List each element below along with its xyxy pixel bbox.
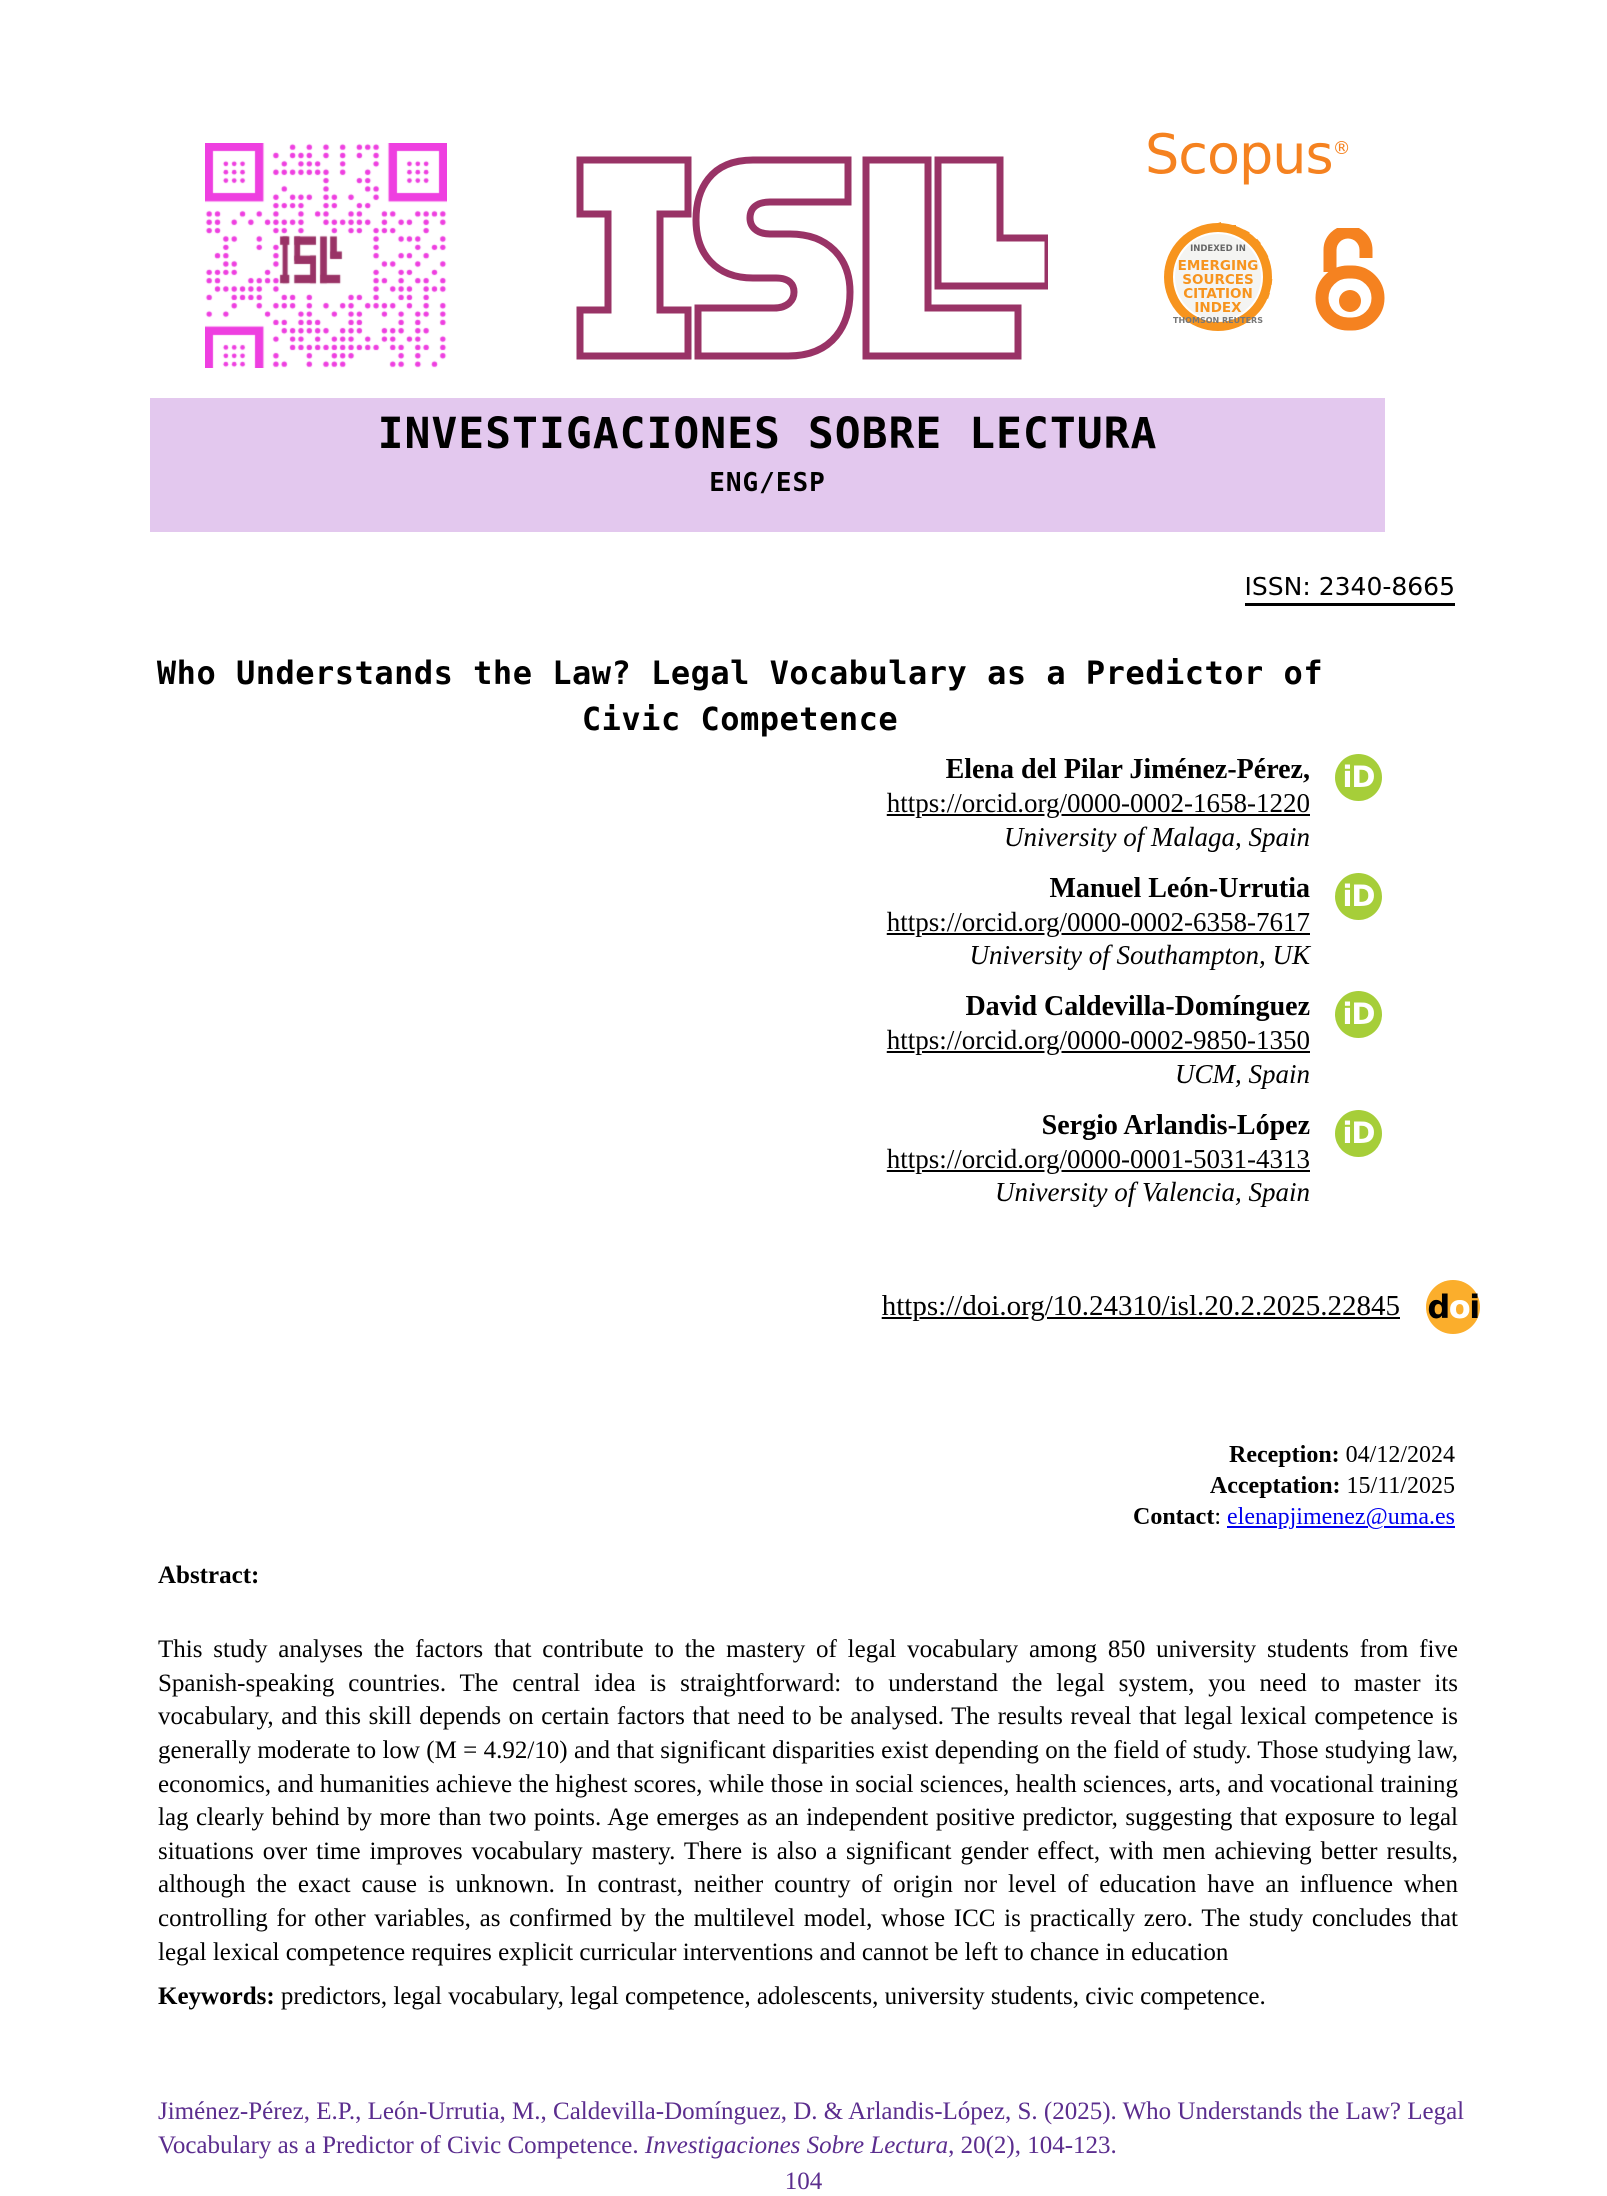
author-orcid-link[interactable]: https://orcid.org/0000-0002-9850-1350 xyxy=(886,1025,1310,1055)
abstract-text: This study analyses the factors that contribute to the mastery of legal vocabulary among 850 university students from five Spanish-speaking countries. The central idea is straightforward: to understand the legal system, you need to master its vocabulary, and this skill depends on certain factors that need to be analysed. The results reveal that legal lexical competence is generally moderate to low (M = 4.92/10) and that significant disparities exist depending on the field of study. Those studying law, economics, and humanities achieve the highest scores, while those in social sciences, health sciences, arts, and vocational training lag clearly behind by more than two points. Age emerges as an independent positive predictor, suggesting that exposure to legal situations over time improves vocabulary mastery. There is also a significant gender effect, with men achieving better results, although the exact cause is unknown. In contrast, neither country of origin nor level of education have an influence when controlling for other variables, as confirmed by the multilevel model, whose ICC is practically zero. The study concludes that legal lexical competence requires explicit curricular interventions and cannot be left to chance in education xyxy=(158,1636,1458,1966)
author-affiliation: University of Valencia, Spain xyxy=(995,1177,1310,1208)
scopus-logo xyxy=(1145,123,1405,188)
author-orcid-link[interactable]: https://orcid.org/0000-0002-6358-7617 xyxy=(886,906,1310,937)
qr-code-canvas xyxy=(205,143,447,368)
page-title: Who Understands the Law? Legal Vocabulary as a Predictor of Civic Competence xyxy=(156,654,1324,738)
isl-qr-logo xyxy=(205,143,447,368)
doi-row xyxy=(560,1288,1490,1326)
author-name: David Caldevilla-Domínguez xyxy=(965,991,1310,1022)
citation-part-one: Jiménez-Pérez, E.P., León-Urrutia, M., Caldevilla-Domínguez, D. & Arlandis-López, S. (2025). Who Understands the Law? Legal Vocabulary as a Predictor of Civic Competence. xyxy=(158,2098,1465,2159)
orcid-id-icon[interactable]: iD xyxy=(1335,991,1382,1038)
author-name: Manuel León-Urrutia xyxy=(1049,872,1310,904)
citation-part-two: , 20(2), 104-123. xyxy=(948,2132,1117,2159)
isll-wordmark xyxy=(548,128,1048,363)
author-orcid-link[interactable]: https://orcid.org/0000-0002-1658-1220 xyxy=(886,788,1310,818)
registered-mark-icon: ® xyxy=(1332,138,1350,159)
author-list xyxy=(560,752,1400,1226)
svg-text:INDEX: INDEX xyxy=(1194,300,1242,316)
publication-dates xyxy=(1133,1440,1455,1534)
contact-row: Contact: elenapjimenez@uma.es xyxy=(1133,1504,1455,1531)
citation-journal-name: Investigaciones Sobre Lectura xyxy=(644,2132,949,2159)
author-affiliation: UCM, Spain xyxy=(1175,1058,1310,1089)
orcid-id-icon[interactable]: iD xyxy=(1335,1110,1382,1157)
doi-icon[interactable]: doi xyxy=(1426,1280,1480,1334)
author-entry xyxy=(560,752,1400,855)
acceptation-value: 15/11/2025 xyxy=(1346,1473,1455,1500)
journal-title-banner xyxy=(150,398,1385,532)
svg-text:THOMSON REUTERS: THOMSON REUTERS xyxy=(1173,316,1263,325)
scopus-label: Scopus® xyxy=(1145,123,1350,186)
issn-label: ISSN: 2340-8665 xyxy=(1245,572,1455,606)
reception-row xyxy=(1133,1440,1455,1471)
orcid-id-icon[interactable]: iD xyxy=(1335,754,1382,801)
esci-seal-icon xyxy=(1163,222,1273,332)
author-name: Sergio Arlandis-López xyxy=(1041,1109,1310,1141)
author-orcid-link[interactable]: https://orcid.org/0000-0001-5031-4313 xyxy=(886,1143,1310,1174)
open-access-icon xyxy=(1300,228,1400,332)
header-logo-row xyxy=(0,0,1607,380)
acceptation-row xyxy=(1133,1471,1455,1502)
journal-name: INVESTIGACIONES SOBRE LECTURA xyxy=(377,409,1158,459)
reception-label: Reception: xyxy=(1229,1442,1340,1468)
contact-label: Contact xyxy=(1133,1504,1215,1531)
author-name: Elena del Pilar Jiménez-Pérez, xyxy=(945,754,1310,785)
author-entry xyxy=(560,1108,1400,1211)
abstract-heading: Abstract: xyxy=(158,1562,260,1589)
keywords-value: predictors, legal vocabulary, legal competence, adolescents, university students, civic competence. xyxy=(274,1983,1266,2010)
keywords-label: Keywords: xyxy=(158,1983,275,2010)
svg-text:EMERGING: EMERGING xyxy=(1177,258,1259,274)
orcid-id-icon[interactable]: iD xyxy=(1335,873,1382,920)
author-entry xyxy=(560,871,1400,974)
author-affiliation: University of Southampton, UK xyxy=(969,940,1310,971)
reception-value: 04/12/2024 xyxy=(1345,1442,1455,1468)
author-affiliation: University of Malaga, Spain xyxy=(1004,821,1310,852)
author-entry xyxy=(560,989,1400,1092)
journal-languages: ENG/ESP xyxy=(709,468,826,499)
citation-block xyxy=(158,2095,1468,2163)
doi-link[interactable]: https://doi.org/10.24310/isl.20.2.2025.22845 xyxy=(881,1290,1400,1322)
page-number: 104 xyxy=(784,2168,823,2195)
svg-text:CITATION: CITATION xyxy=(1183,286,1253,302)
svg-text:INDEXED IN: INDEXED IN xyxy=(1190,244,1246,254)
keywords-row xyxy=(158,1980,1458,2014)
acceptation-label: Acceptation: xyxy=(1209,1473,1341,1500)
svg-text:SOURCES: SOURCES xyxy=(1182,272,1254,288)
contact-email-link[interactable]: elenapjimenez@uma.es xyxy=(1227,1504,1455,1531)
